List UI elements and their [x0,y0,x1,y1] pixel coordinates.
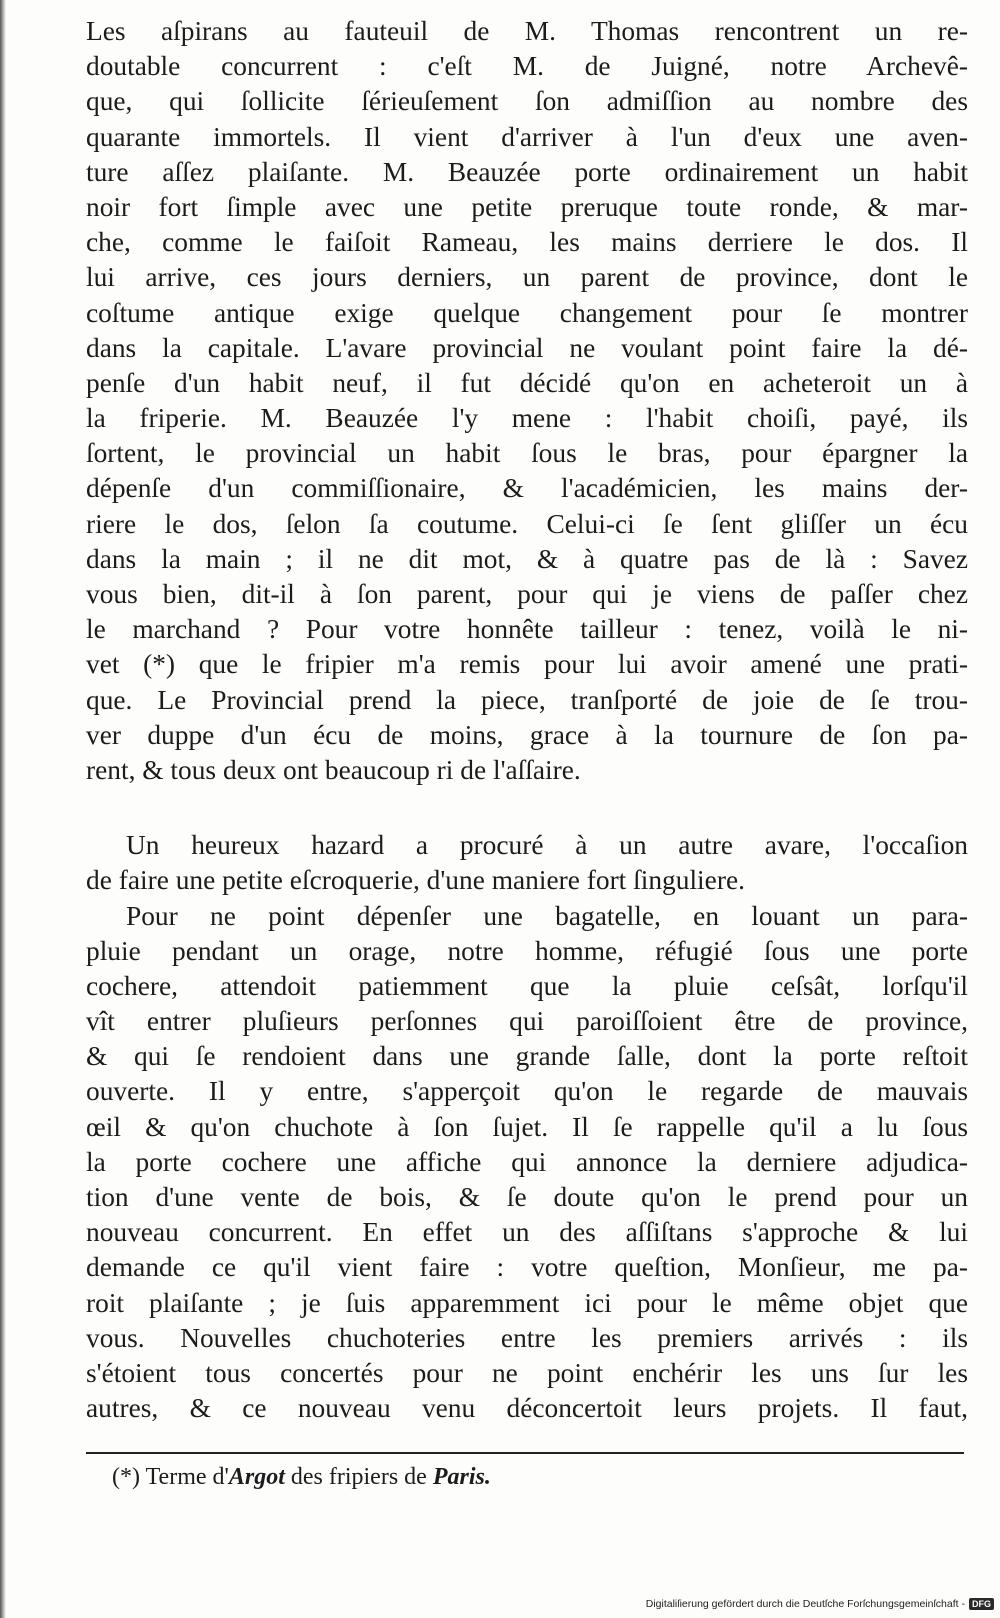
text-line: pluie pendant un orage, notre homme, réfugié ſous une porte [86,935,968,966]
text-line: ouverte. Il y entre, s'apperçoit qu'on le regarde de mauvais [86,1076,968,1107]
footnote [112,1462,491,1492]
text-line: quarante immortels. Il vient d'arriver à l'un d'eux une aven- [86,121,968,152]
text-line: che, comme le faiſoit Rameau, les mains derriere le dos. Il [86,227,968,258]
footnote-italic-paris: Paris. [432,1464,491,1490]
text-line: penſe d'un habit neuf, il fut décidé qu'on en acheteroit un à [86,367,968,398]
text-line: œil & qu'on chuchote à ſon ſujet. Il ſe rappelle qu'il a lu ſous [86,1111,968,1142]
text-line: Pour ne point dépenſer une bagatelle, en louant un para- [126,900,968,931]
text-line: vît entrer pluſieurs perſonnes qui paroiſſoient être de province, [86,1006,968,1037]
text-line: doutable concurrent : c'eſt M. de Juigné, notre Archevê- [86,51,968,82]
text-line: la porte cochere une affiche qui annonce la derniere adjudica- [86,1146,968,1177]
text-line: dans la capitale. L'avare provincial ne voulant point faire la dé- [86,332,968,363]
footnote-italic-argot: Argot [228,1464,285,1490]
text-line: ſortent, le provincial un habit ſous le bras, pour épargner la [86,438,968,469]
text-line: tion d'une vente de bois, & ſe doute qu'on le prend pour un [86,1182,968,1212]
text-line: la friperie. M. Beauzée l'y mene : l'habit choiſi, payé, ils [86,403,968,434]
text-line: rent, & tous deux ont beaucoup ri de l'aſſaire. [86,754,581,785]
digitization-footer [646,1598,994,1610]
text-line: vet (*) que le fripier m'a remis pour lui avoir amené une prati- [86,649,968,680]
dfg-logo: DFG [969,1598,994,1610]
text-line: noir fort ſimple avec une petite preruque toute ronde, & mar- [86,191,968,222]
funding-credit: Digitaliſierung gefördert durch die Deutſche Forſchungsgemeinſchaft - [645,1598,965,1610]
footnote-text-middle: des fripiers de [284,1464,433,1490]
text-line: cochere, attendoit patiemment que la pluie ceſsât, lorſqu'il [86,970,968,1001]
body-text [86,14,968,1426]
text-line: s'étoient tous concertés pour ne point enchérir les uns ſur les [86,1357,968,1388]
footnote-text-before: Terme d' [145,1464,229,1490]
page-edge-shadow [0,0,6,1618]
text-line: ture aſſez plaiſante. M. Beauzée porte ordinairement un habit [86,156,968,187]
text-line: autres, & ce nouveau venu déconcertoit leurs projets. Il faut, [86,1393,968,1424]
text-line: demande ce qu'il vient faire : votre queſtion, Monſieur, me pa- [86,1252,968,1283]
paragraph-gap [86,788,968,828]
text-line: de faire une petite eſcroquerie, d'une maniere fort ſinguliere. [86,865,745,896]
footnote-marker: (*) [112,1464,140,1490]
text-line: le marchand ? Pour votre honnête tailleur : tenez, voilà le ni- [86,614,968,645]
text-line: vous. Nouvelles chuchoteries entre les premiers arrivés : ils [86,1322,968,1353]
text-line: lui arrive, ces jours derniers, un parent de province, dont le [86,262,968,293]
text-line: riere le dos, ſelon ſa coutume. Celui-ci ſe ſent gliſſer un écu [86,508,968,539]
text-line: que. Le Provincial prend la piece, tranſporté de joie de ſe trou- [86,684,968,715]
text-line: que, qui ſollicite ſérieuſement ſon admiſſion au nombre des [86,86,968,117]
text-line: coſtume antique exige quelque changement pour ſe montrer [86,297,968,328]
text-line: vous bien, dit-il à ſon parent, pour qui je viens de paſſer chez [86,579,968,609]
text-line: dans la main ; il ne dit mot, & à quatre pas de là : Savez [86,543,968,574]
text-line: Les aſpirans au fauteuil de M. Thomas rencontrent un re- [86,16,968,46]
text-line: dépenſe d'un commiſſionaire, & l'académicien, les mains der- [86,473,968,504]
text-line: Un heureux hazard a procuré à un autre avare, l'occaſion [126,830,968,861]
text-line: ver duppe d'un écu de moins, grace à la tournure de ſon pa- [86,719,968,750]
text-line: nouveau concurrent. En effet un des aſſiſtans s'approche & lui [86,1217,968,1248]
text-line: & qui ſe rendoient dans une grande ſalle, dont la porte reſtoit [86,1041,968,1072]
footnote-rule [86,1452,964,1454]
text-line: roit plaiſante ; je ſuis apparemment ici pour le même objet que [86,1287,968,1318]
